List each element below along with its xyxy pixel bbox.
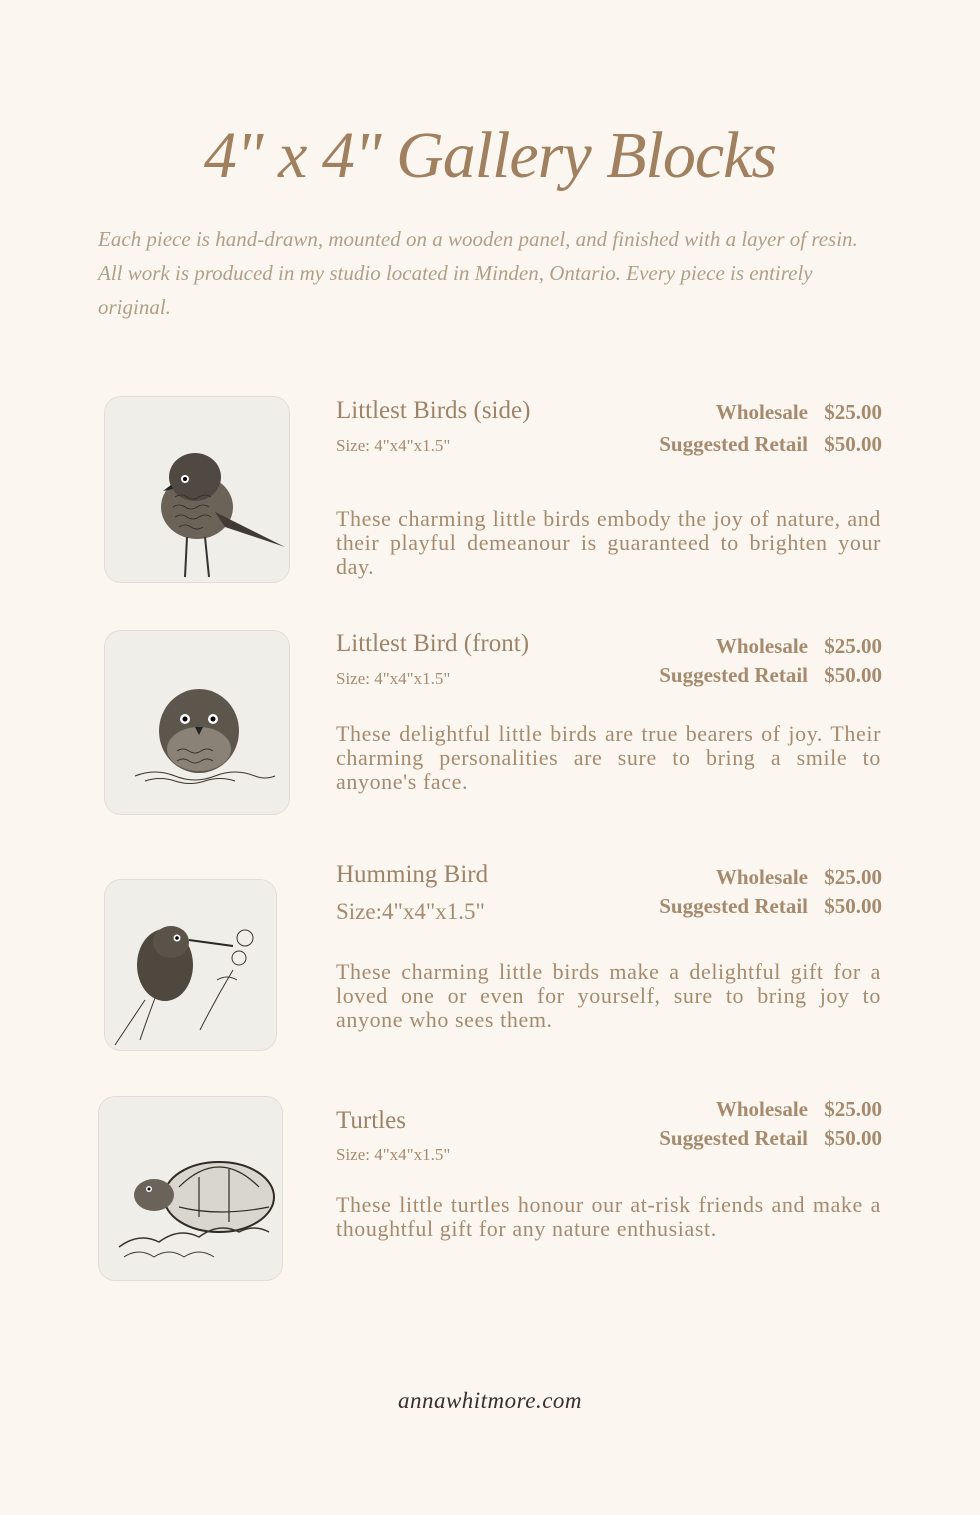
wholesale-price-row — [716, 865, 882, 890]
wholesale-label: Wholesale — [715, 400, 808, 424]
product-name: Littlest Bird (front) — [336, 630, 530, 657]
wholesale-label: Wholesale — [715, 634, 808, 658]
retail-label: Suggested Retail — [659, 432, 808, 456]
retail-label: Suggested Retail — [659, 663, 808, 687]
turtle-drawing-icon — [99, 1097, 282, 1280]
retail-price-row — [659, 432, 882, 457]
product-size: Size:4"x4"x1.5" — [336, 899, 485, 924]
wholesale-price-row — [716, 400, 882, 425]
retail-price: $50.00 — [824, 432, 882, 456]
retail-price-row — [659, 894, 882, 919]
product-name: Humming Bird — [336, 861, 489, 888]
wholesale-price: $25.00 — [824, 400, 882, 424]
product-size: Size: 4"x4"x1.5" — [336, 436, 451, 455]
hummingbird-drawing-icon — [105, 880, 276, 1050]
wholesale-price: $25.00 — [824, 1097, 882, 1121]
wholesale-label: Wholesale — [715, 1097, 808, 1121]
retail-price: $50.00 — [824, 894, 882, 918]
wholesale-price-row — [716, 634, 882, 659]
product-size: Size: 4"x4"x1.5" — [336, 1145, 451, 1164]
product-description: These charming little birds embody the joy of nature, and their playful demeanour is guaranteed to brighten your day. — [336, 506, 881, 579]
wholesale-label: Wholesale — [715, 865, 808, 889]
wholesale-price: $25.00 — [824, 634, 882, 658]
wholesale-price-row — [716, 1097, 882, 1122]
intro-text: Each piece is hand-drawn, mounted on a wooden panel, and finished with a layer of resin. All work is produced in my studio located in Minden, Ontario. Every piece is entirely original. — [98, 227, 858, 319]
product-description: These charming little birds make a delightful gift for a loved one or even for yourself, sure to bring joy to anyone who sees them. — [336, 959, 881, 1032]
wholesale-price: $25.00 — [824, 865, 882, 889]
bird-side-drawing-icon — [105, 397, 289, 582]
page-title: 4" x 4" Gallery Blocks — [203, 119, 777, 192]
retail-label: Suggested Retail — [659, 894, 808, 918]
retail-label: Suggested Retail — [659, 1126, 808, 1150]
product-description: These little turtles honour our at-risk friends and make a thoughtful gift for any nature enthusiast. — [336, 1192, 881, 1241]
retail-price: $50.00 — [824, 1126, 882, 1150]
product-name: Littlest Birds (side) — [336, 397, 531, 424]
retail-price: $50.00 — [824, 663, 882, 687]
retail-price-row — [659, 1126, 882, 1151]
product-name: Turtles — [336, 1107, 406, 1134]
retail-price-row — [659, 663, 882, 688]
website-link[interactable]: annawhitmore.com — [397, 1388, 583, 1413]
product-description: These delightful little birds are true bearers of joy. Their charming personalities are sure to bring a smile to anyone's face. — [336, 721, 881, 794]
product-size: Size: 4"x4"x1.5" — [336, 669, 451, 688]
bird-front-drawing-icon — [105, 631, 289, 814]
